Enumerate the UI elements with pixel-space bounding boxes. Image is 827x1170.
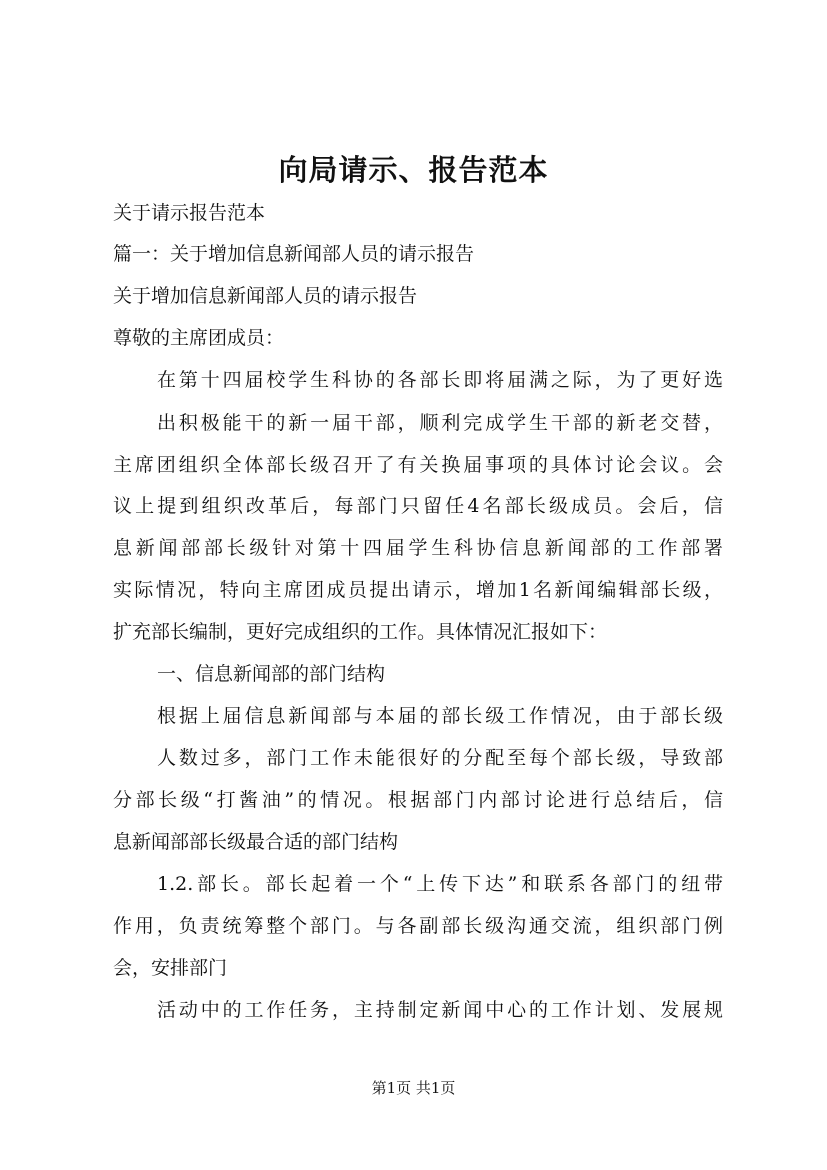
body-line: 人数过多，部门工作未能很好的分配至每个部长级，导致部 bbox=[157, 747, 723, 769]
page-footer: 第1页 共1页 bbox=[371, 1079, 456, 1097]
body-line: 活动中的工作任务，主持制定新闻中心的工作计划、发展规 bbox=[157, 999, 723, 1021]
body-line: 根据上届信息新闻部与本届的部长级工作情况，由于部长级 bbox=[157, 705, 723, 727]
body-line: 主席团组织全体部长级召开了有关换届事项的具体讨论会议。会 bbox=[113, 454, 723, 476]
body-line: 实际情况，特向主席团成员提出请示，增加1名新闻编辑部长级， bbox=[113, 579, 723, 601]
body-line: 议上提到组织改革后，每部门只留任4名部长级成员。会后，信 bbox=[113, 495, 723, 517]
body-line: 出积极能干的新一届干部，顺利完成学生干部的新老交替， bbox=[157, 412, 723, 434]
body-line: 尊敬的主席团成员： bbox=[113, 327, 285, 349]
body-line: 关于增加信息新闻部人员的请示报告 bbox=[113, 285, 418, 307]
document-title: 向局请示、报告范本 bbox=[278, 153, 549, 187]
body-line: 篇一：关于增加信息新闻部人员的请示报告 bbox=[113, 243, 475, 265]
section-heading: 一、信息新闻部的部门结构 bbox=[157, 663, 386, 685]
body-line: 作用，负责统筹整个部门。与各副部长级沟通交流，组织部门例 bbox=[113, 915, 723, 937]
body-line: 息新闻部部长级最合适的部门结构 bbox=[113, 831, 399, 853]
body-line: 会，安排部门 bbox=[113, 957, 228, 979]
body-line: 在第十四届校学生科协的各部长即将届满之际，为了更好选 bbox=[157, 369, 723, 391]
body-line: 扩充部长编制，更好完成组织的工作。具体情况汇报如下： bbox=[113, 621, 608, 643]
body-line: 分部长级“打酱油”的情况。根据部门内部讨论进行总结后，信 bbox=[113, 789, 723, 811]
body-line: 关于请示报告范本 bbox=[113, 202, 266, 224]
body-line: 1.2.部长。部长起着一个“上传下达”和联系各部门的纽带 bbox=[157, 873, 723, 895]
body-line: 息新闻部部长级针对第十四届学生科协信息新闻部的工作部署 bbox=[113, 537, 723, 559]
